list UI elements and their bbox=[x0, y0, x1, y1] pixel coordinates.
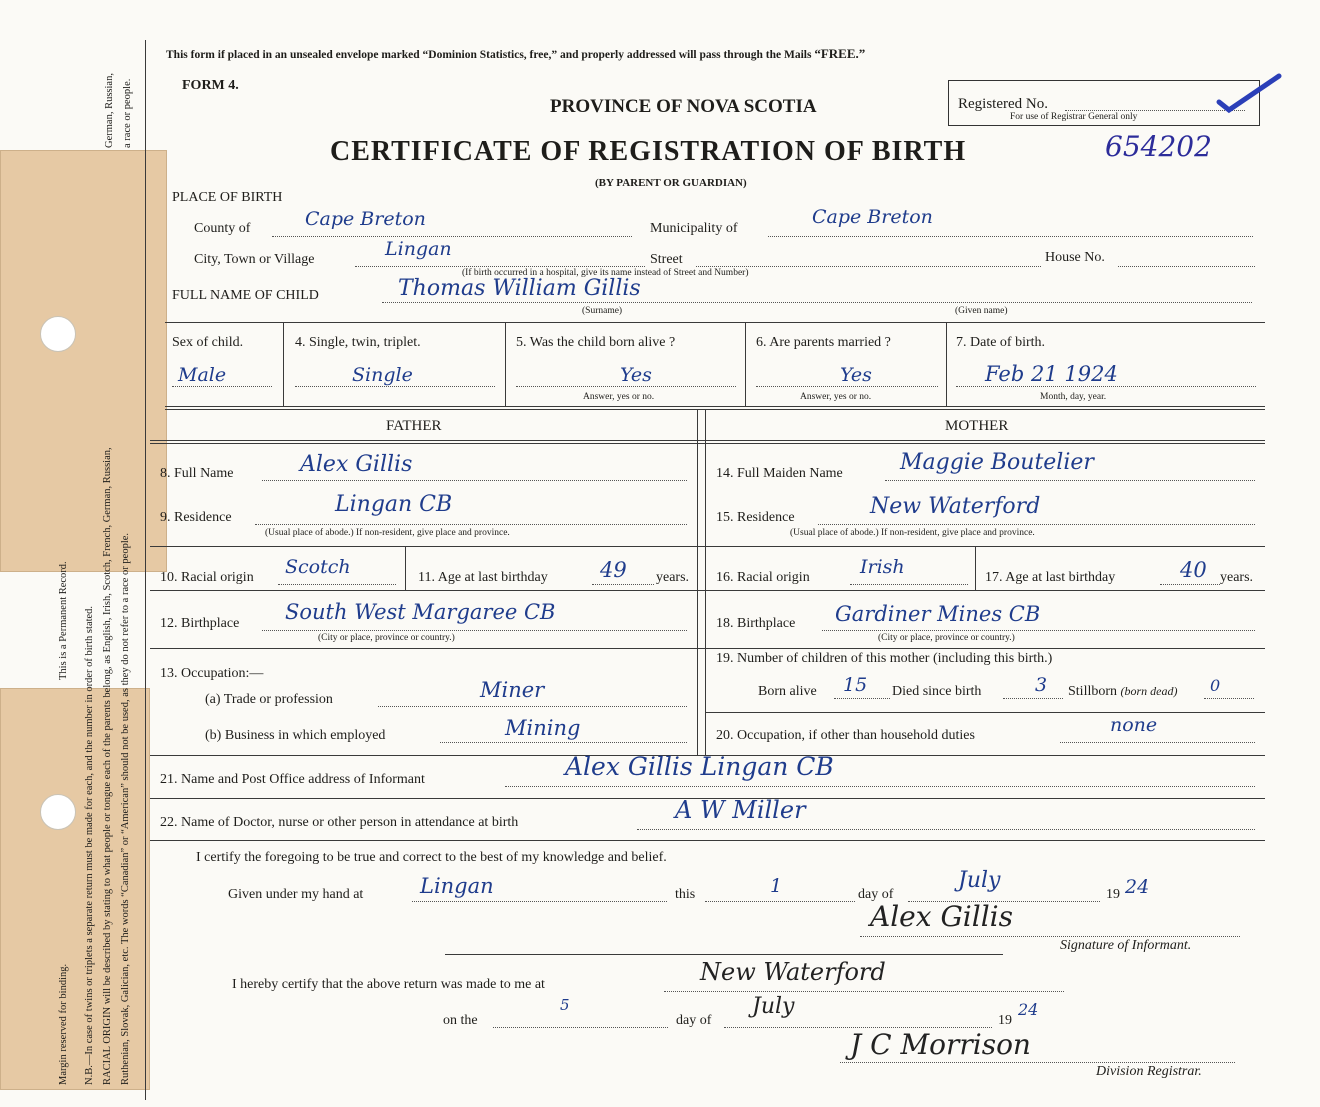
father-racial-label: 10. Racial origin bbox=[160, 570, 254, 585]
left-tab-upper bbox=[0, 150, 167, 572]
dob-value: Feb 21 1924 bbox=[985, 362, 1118, 386]
father-trade-label: (a) Trade or profession bbox=[205, 692, 333, 707]
margin-permanent-text: This is a Permanent Record. bbox=[58, 561, 69, 680]
city-value: Lingan bbox=[385, 238, 452, 260]
alive-answer-note: Answer, yes or no. bbox=[583, 392, 655, 402]
born-alive-count-label: Born alive bbox=[758, 684, 817, 699]
margin-nb-text: N.B.—In case of twins or triplets a separate return must be made for each, and the number in order of birth stated. bbox=[84, 605, 95, 1085]
doctor-value: A W Miller bbox=[675, 796, 806, 824]
house-number-label: House No. bbox=[1045, 250, 1105, 265]
municipality-value: Cape Breton bbox=[812, 206, 933, 228]
mother-city-note: (City or place, province or country.) bbox=[878, 633, 1015, 643]
doctor-label: 22. Name of Doctor, nurse or other person in attendance at birth bbox=[160, 815, 519, 830]
certify-text: I certify the foregoing to be true and correct to the best of my knowledge and belief. bbox=[196, 850, 667, 865]
father-heading: FATHER bbox=[386, 418, 442, 434]
province-heading: PROVINCE OF NOVA SCOTIA bbox=[550, 96, 817, 117]
punch-hole bbox=[40, 794, 76, 830]
mother-name-value: Maggie Boutelier bbox=[900, 450, 1094, 475]
given-year-value: 24 bbox=[1125, 876, 1150, 898]
father-age-value: 49 bbox=[600, 558, 627, 582]
born-alive-value: Yes bbox=[620, 364, 652, 386]
father-residence-value: Lingan CB bbox=[335, 492, 453, 517]
father-business-label: (b) Business in which employed bbox=[205, 728, 386, 743]
mother-residence-value: New Waterford bbox=[870, 494, 1041, 519]
father-city-note: (City or place, province or country.) bbox=[318, 633, 455, 643]
stillborn-text: Stillborn bbox=[1068, 684, 1118, 699]
plurality-value: Single bbox=[352, 364, 413, 386]
margin-racial-text-2: Ruthenian, Slovak, Galician, etc. The words “Canadian” or “American” should not be used, as they do not refer to a race or people. bbox=[120, 532, 131, 1085]
given-place-value: Lingan bbox=[420, 874, 494, 898]
registered-number: 654202 bbox=[1105, 130, 1212, 163]
mother-age-label: 17. Age at last birthday bbox=[985, 570, 1116, 585]
county-label: County of bbox=[194, 221, 251, 236]
father-name-value: Alex Gillis bbox=[300, 452, 413, 477]
given-month-value: July bbox=[958, 868, 1001, 893]
father-name-label: 8. Full Name bbox=[160, 466, 234, 481]
informant-signature: Alex Gillis bbox=[870, 900, 1013, 933]
father-occupation-label: 13. Occupation:— bbox=[160, 666, 264, 681]
died-since-birth-value: 3 bbox=[1035, 674, 1048, 696]
mother-racial-value: Irish bbox=[860, 556, 905, 578]
born-alive-count-value: 15 bbox=[843, 674, 868, 696]
father-business-value: Mining bbox=[505, 716, 581, 740]
child-name-value: Thomas William Gillis bbox=[398, 276, 641, 301]
form-number: FORM 4. bbox=[182, 78, 239, 93]
sex-value: Male bbox=[178, 364, 227, 386]
parents-married-label: 6. Are parents married ? bbox=[756, 335, 891, 350]
informant-value: Alex Gillis Lingan CB bbox=[565, 752, 834, 781]
surname-note: (Surname) bbox=[582, 306, 623, 316]
father-years-label: years. bbox=[656, 570, 690, 585]
postage-notice bbox=[166, 46, 865, 62]
stillborn-note: (born dead) bbox=[1120, 684, 1178, 698]
parents-married-value: Yes bbox=[840, 364, 872, 386]
mother-occupation-label: 20. Occupation, if other than household duties bbox=[716, 728, 975, 743]
plurality-label: 4. Single, twin, triplet. bbox=[295, 335, 421, 350]
given-under-label: Given under my hand at bbox=[228, 887, 364, 902]
mother-heading: MOTHER bbox=[945, 418, 1009, 434]
father-racial-value: Scotch bbox=[285, 556, 351, 578]
punch-hole bbox=[40, 316, 76, 352]
mother-years-label: years. bbox=[1220, 570, 1254, 585]
father-trade-value: Miner bbox=[480, 678, 545, 702]
registrar-year-prefix: 19 bbox=[998, 1013, 1012, 1028]
certificate-title: CERTIFICATE OF REGISTRATION OF BIRTH bbox=[330, 136, 967, 167]
dob-note: Month, day, year. bbox=[1040, 392, 1107, 402]
certificate-subtitle: (BY PARENT OR GUARDIAN) bbox=[595, 177, 747, 189]
margin-racial-text: RACIAL ORIGIN will be described by stating to what people or tongue each of the parents belong, as English, Irish, Scotch, French, German, Russian, bbox=[102, 447, 113, 1085]
place-of-birth-heading: PLACE OF BIRTH bbox=[172, 190, 283, 205]
registrar-certify-text: I hereby certify that the above return was made to me at bbox=[232, 977, 545, 992]
registrar-day-value: 5 bbox=[560, 996, 570, 1014]
margin-right-1: German, Russian, bbox=[104, 73, 115, 148]
died-since-birth-label: Died since birth bbox=[892, 684, 982, 699]
registrar-signature-label: Division Registrar. bbox=[1096, 1064, 1202, 1079]
father-residence-label: 9. Residence bbox=[160, 510, 232, 525]
day-of-label: day of bbox=[858, 887, 894, 902]
mother-occupation-value: none bbox=[1110, 714, 1158, 736]
municipality-label: Municipality of bbox=[650, 221, 738, 236]
street-label: Street bbox=[650, 252, 683, 267]
given-year-prefix: 19 bbox=[1106, 887, 1120, 902]
hospital-note: (If birth occurred in a hospital, give its name instead of Street and Number) bbox=[462, 268, 749, 278]
mother-abode-note: (Usual place of abode.) If non-resident, give place and province. bbox=[790, 528, 1035, 538]
mother-birthplace-label: 18. Birthplace bbox=[716, 616, 796, 631]
mother-name-label: 14. Full Maiden Name bbox=[716, 466, 843, 481]
father-birthplace-value: South West Margaree CB bbox=[285, 600, 556, 624]
stillborn-label bbox=[1068, 684, 1178, 700]
children-count-label: 19. Number of children of this mother (including this birth.) bbox=[716, 651, 1053, 666]
registered-label: Registered No. bbox=[958, 96, 1048, 112]
registrar-day-of-label: day of bbox=[676, 1013, 712, 1028]
mother-racial-label: 16. Racial origin bbox=[716, 570, 810, 585]
on-the-label: on the bbox=[443, 1013, 478, 1028]
margin-right-2: a race or people. bbox=[122, 78, 133, 148]
county-value: Cape Breton bbox=[305, 208, 426, 230]
informant-signature-label: Signature of Informant. bbox=[1060, 938, 1192, 953]
registrar-signature: J C Morrison bbox=[850, 1028, 1031, 1061]
registrar-year-value: 24 bbox=[1018, 1000, 1039, 1019]
given-name-note: (Given name) bbox=[955, 306, 1008, 316]
registrar-month-value: July bbox=[752, 994, 795, 1019]
checkmark-icon bbox=[1215, 70, 1285, 120]
father-age-label: 11. Age at last birthday bbox=[418, 570, 548, 585]
stillborn-value: 0 bbox=[1210, 676, 1221, 695]
mother-age-value: 40 bbox=[1180, 558, 1207, 582]
registrar-place-value: New Waterford bbox=[700, 958, 886, 986]
mother-residence-label: 15. Residence bbox=[716, 510, 795, 525]
form-border-left bbox=[145, 40, 146, 1100]
informant-label: 21. Name and Post Office address of Informant bbox=[160, 772, 425, 787]
postage-notice-text: This form if placed in an unsealed envelope marked “Dominion Statistics, free,” and properly addressed will pass through the Mails bbox=[166, 49, 812, 61]
city-label: City, Town or Village bbox=[194, 252, 315, 267]
born-alive-label: 5. Was the child born alive ? bbox=[516, 335, 676, 350]
father-birthplace-label: 12. Birthplace bbox=[160, 616, 240, 631]
sex-label: Sex of child. bbox=[172, 335, 244, 350]
postage-notice-free: “FREE.” bbox=[814, 46, 866, 61]
dob-label: 7. Date of birth. bbox=[956, 335, 1046, 350]
registrar-note: For use of Registrar General only bbox=[1010, 112, 1138, 122]
mother-birthplace-value: Gardiner Mines CB bbox=[835, 602, 1041, 626]
married-answer-note: Answer, yes or no. bbox=[800, 392, 872, 402]
margin-binding-text: Margin reserved for binding. bbox=[58, 963, 69, 1085]
given-day-value: 1 bbox=[770, 875, 783, 897]
this-label: this bbox=[675, 887, 696, 902]
father-abode-note: (Usual place of abode.) If non-resident, give place and province. bbox=[265, 528, 510, 538]
child-name-label: FULL NAME OF CHILD bbox=[172, 288, 319, 303]
